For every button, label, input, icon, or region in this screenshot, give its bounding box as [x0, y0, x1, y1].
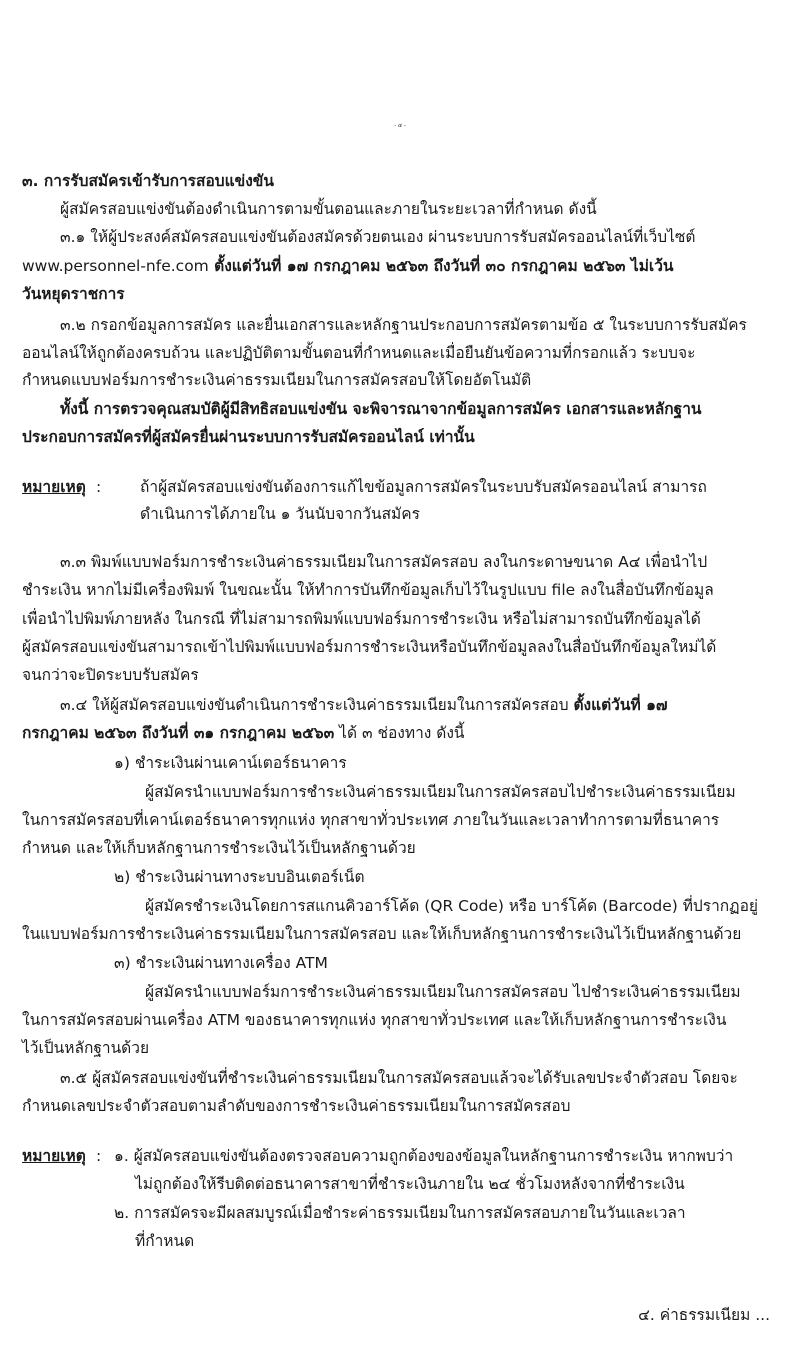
section-heading: ๓. การรับสมัครเข้ารับการสอบแข่งขัน: [22, 172, 274, 190]
note-label: หมายเหตุ: [22, 478, 86, 496]
note-colon: :: [96, 478, 102, 496]
item-3-4-line: [22, 720, 465, 747]
note-colon: :: [96, 1147, 102, 1165]
item-3-4-text: ได้ ๓ ช่องทาง ดังนี้: [334, 724, 465, 742]
note-line: ถ้าผู้สมัครสอบแข่งขันต้องการแก้ไขข้อมูลการสมัครในระบบรับสมัครออนไลน์ สามารถ: [140, 478, 707, 496]
website-url: www.personnel-nfe.com: [22, 257, 209, 275]
emphasis-line: ทั้งนี้ การตรวจคุณสมบัติผู้มีสิทธิสอบแข่งขัน จะพิจารณาจากข้อมูลการสมัคร เอกสารและหลักฐาน: [60, 400, 702, 418]
item-3-5-line: ๓.๕ ผู้สมัครสอบแข่งขันที่ชำระเงินค่าธรรมเนียมในการสมัครสอบแล้วจะได้รับเลขประจำตัวสอบ โดยจะ: [60, 1069, 738, 1087]
item-3-1-line: วันหยุดราชการ: [22, 285, 125, 303]
item-3-2-line: ออนไลน์ให้ถูกต้องครบถ้วน และปฏิบัติตามขั้นตอนที่กำหนดและเมื่อยืนยันข้อความที่กรอกแล้ว ระบบจะ: [22, 344, 696, 362]
channel-1-line: ในการสมัครสอบที่เคาน์เตอร์ธนาคารทุกแห่ง ทุกสาขาทั่วประเทศ ภายในวันและเวลาทำการตามที่ธนาคาร: [22, 811, 720, 829]
section-intro: ผู้สมัครสอบแข่งขันต้องดำเนินการตามขั้นตอนและภายในระยะเวลาที่กำหนด ดังนี้: [60, 200, 597, 218]
registration-period: ตั้งแต่วันที่ ๑๗ กรกฎาคม ๒๕๖๓ ถึงวันที่ ๓๐ กรกฎาคม ๒๕๖๓ ไม่เว้น: [208, 257, 674, 275]
note-label: หมายเหตุ: [22, 1147, 86, 1165]
item-3-2-line: ๓.๒ กรอกข้อมูลการสมัคร และยื่นเอกสารและหลักฐานประกอบการสมัครตามข้อ ๕ ในระบบการรับสมัคร: [60, 316, 747, 334]
item-3-4-text: ๓.๔ ให้ผู้สมัครสอบแข่งขันดำเนินการชำระเงินค่าธรรมเนียมในการสมัครสอบ: [60, 696, 574, 714]
channel-1-line: ผู้สมัครนำแบบฟอร์มการชำระเงินค่าธรรมเนียมในการสมัครสอบไปชำระเงินค่าธรรมเนียม: [145, 783, 736, 801]
item-3-1-line: [22, 253, 674, 280]
channel-3-title: ๓) ชำระเงินผ่านทางเครื่อง ATM: [114, 954, 328, 972]
note-line: ๑. ผู้สมัครสอบแข่งขันต้องตรวจสอบความถูกต้องของข้อมูลในหลักฐานการชำระเงิน หากพบว่า: [114, 1147, 734, 1165]
payment-end-date: กรกฎาคม ๒๕๖๓ ถึงวันที่ ๓๑ กรกฎาคม ๒๕๖๓: [22, 724, 335, 742]
payment-start-date: ตั้งแต่วันที่ ๑๗: [573, 696, 668, 714]
item-3-2-line: กำหนดแบบฟอร์มการชำระเงินค่าธรรมเนียมในการสมัครสอบให้โดยอัตโนมัติ: [22, 371, 532, 389]
note-line: ๒. การสมัครจะมีผลสมบูรณ์เมื่อชำระค่าธรรมเนียมในการสมัครสอบภายในวันและเวลา: [114, 1204, 686, 1222]
channel-2-line: ผู้สมัครชำระเงินโดยการสแกนคิวอาร์โค้ด (QR Code) หรือ บาร์โค้ด (Barcode) ที่ปรากฏอยู่: [145, 897, 758, 915]
note-line: ที่กำหนด: [135, 1232, 195, 1250]
item-3-3-line: ชำระเงิน หากไม่มีเครื่องพิมพ์ ในขณะนั้น ให้ทำการบันทึกข้อมูลเก็บไว้ในรูปแบบ file ลงในสื่อบันทึกข้อมูล: [22, 581, 714, 599]
item-3-3-line: จนกว่าจะปิดระบบรับสมัคร: [22, 666, 199, 684]
channel-2-line: ในแบบฟอร์มการชำระเงินค่าธรรมเนียมในการสมัครสอบ และให้เก็บหลักฐานการชำระเงินไว้เป็นหลักฐานด้วย: [22, 925, 742, 943]
page-number: - ๔ -: [394, 123, 406, 129]
emphasis-line: ประกอบการสมัครที่ผู้สมัครยื่นผ่านระบบการรับสมัครออนไลน์ เท่านั้น: [22, 428, 475, 446]
item-3-3-line: ผู้สมัครสอบแข่งขันสามารถเข้าไปพิมพ์แบบฟอร์มการชำระเงินหรือบันทึกข้อมูลลงในสื่อบันทึกข้อมูลใหม่ได้: [22, 638, 717, 656]
channel-3-line: ไว้เป็นหลักฐานด้วย: [22, 1039, 150, 1057]
item-3-4-line: [60, 692, 668, 719]
channel-3-line: ในการสมัครสอบผ่านเครื่อง ATM ของธนาคารทุกแห่ง ทุกสาขาทั่วประเทศ และให้เก็บหลักฐานการชำระเงิน: [22, 1011, 727, 1029]
item-3-3-line: ๓.๓ พิมพ์แบบฟอร์มการชำระเงินค่าธรรมเนียมในการสมัครสอบ ลงในกระดาษขนาด A๔ เพื่อนำไป: [60, 553, 708, 571]
channel-3-line: ผู้สมัครนำแบบฟอร์มการชำระเงินค่าธรรมเนียมในการสมัครสอบ ไปชำระเงินค่าธรรมเนียม: [145, 983, 741, 1001]
item-3-3-line: เพื่อนำไปพิมพ์ภายหลัง ในกรณี ที่ไม่สามารถพิมพ์แบบฟอร์มการชำระเงิน หรือไม่สามารถบันทึกข้อมูลได้: [22, 610, 701, 628]
footer-continuation: ๔. ค่าธรรมเนียม ...: [638, 1306, 770, 1324]
item-3-5-line: กำหนดเลขประจำตัวสอบตามลำดับของการชำระเงินค่าธรรมเนียมในการสมัครสอบ: [22, 1097, 571, 1115]
item-3-1-line: ๓.๑ ให้ผู้ประสงค์สมัครสอบแข่งขันต้องสมัครด้วยตนเอง ผ่านระบบการรับสมัครออนไลน์ที่เว็บไซต์: [60, 228, 696, 246]
note-line: ดำเนินการได้ภายใน ๑ วันนับจากวันสมัคร: [140, 505, 420, 523]
note-line: ไม่ถูกต้องให้รีบติดต่อธนาคารสาขาที่ชำระเงินภายใน ๒๔ ชั่วโมงหลังจากที่ชำระเงิน: [135, 1175, 685, 1193]
channel-1-line: กำหนด และให้เก็บหลักฐานการชำระเงินไว้เป็นหลักฐานด้วย: [22, 839, 416, 857]
channel-2-title: ๒) ชำระเงินผ่านทางระบบอินเตอร์เน็ต: [114, 868, 365, 886]
channel-1-title: ๑) ชำระเงินผ่านเคาน์เตอร์ธนาคาร: [114, 754, 347, 772]
